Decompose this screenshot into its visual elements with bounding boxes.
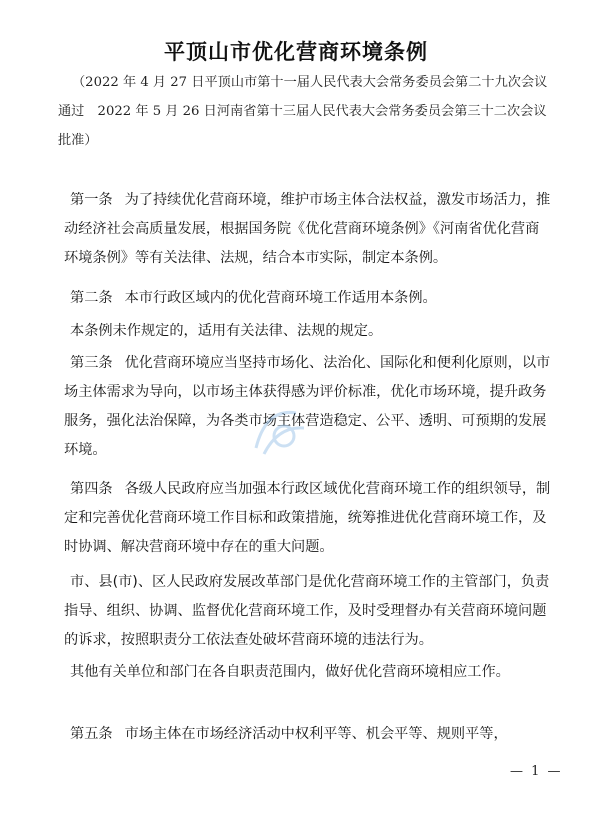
paragraph-body: 其他有关单位和部门在各自职责范围内，做好优化营商环境相应工作。 bbox=[70, 664, 510, 680]
article-number: 第三条 bbox=[70, 355, 113, 371]
page-number: — 1 — bbox=[510, 764, 563, 779]
paragraph-body: 本条例未作规定的，适用有关法律、法规的规定。 bbox=[70, 323, 383, 339]
document-subtitle: （2022 年 4 月 27 日平顶山市第十一届人民代表大会常务委员会第二十九次会议通过 2022 年 5 月 26 日河南省第十三届人民代表大会常务委员会第三十二次会议批准） bbox=[58, 75, 548, 148]
article-text: 为了持续优化营商环境，维护市场主体合法权益，激发市场活力，推动经济社会高质量发展，根据国务院《优化营商环境条例》《河南省优化营商环境条例》等有关法律、法规，结合本市实际，制定本条例。 bbox=[64, 192, 551, 266]
article-text: 市场主体在市场经济活动中权利平等、机会平等、规则平等， bbox=[124, 726, 508, 742]
paragraph-text bbox=[64, 658, 552, 687]
paragraph-article-2 bbox=[64, 284, 552, 313]
article-number: 第五条 bbox=[70, 726, 113, 742]
article-number: 第四条 bbox=[70, 481, 113, 497]
paragraph-text bbox=[64, 568, 552, 655]
article-text: 优化营商环境应当坚持市场化、法治化、国际化和便利化原则，以市场主体需求为导向，以市场主体获得感为评价标准，优化市场环境，提升政务服务，强化法治保障，为各类市场主体营造稳定、公平、透明、可预期的发展环境。 bbox=[64, 355, 551, 458]
article-number: 第二条 bbox=[70, 290, 113, 306]
article-number: 第一条 bbox=[70, 192, 113, 208]
watermark-logo-icon bbox=[236, 388, 326, 478]
paragraph-article-5 bbox=[64, 720, 552, 749]
article-text: 各级人民政府应当加强本行政区域优化营商环境工作的组织领导，制定和完善优化营商环境工作目标和政策措施，统筹推进优化营商环境工作，及时协调、解决营商环境中存在的重大问题。 bbox=[64, 481, 551, 555]
paragraph-body: 市、县(市)、区人民政府发展改革部门是优化营商环境工作的主管部门，负责指导、组织、协调、监督优化营商环境工作，及时受理督办有关营商环境问题的诉求，按照职责分工依法查处破坏营商环境的违法行为。 bbox=[64, 574, 550, 648]
paragraph-text bbox=[64, 317, 552, 346]
document-title: 平顶山市优化营商环境条例 bbox=[164, 40, 428, 64]
paragraph-article-1 bbox=[64, 186, 552, 273]
paragraph-article-4 bbox=[64, 475, 552, 562]
article-text: 本市行政区域内的优化营商环境工作适用本条例。 bbox=[124, 290, 437, 306]
